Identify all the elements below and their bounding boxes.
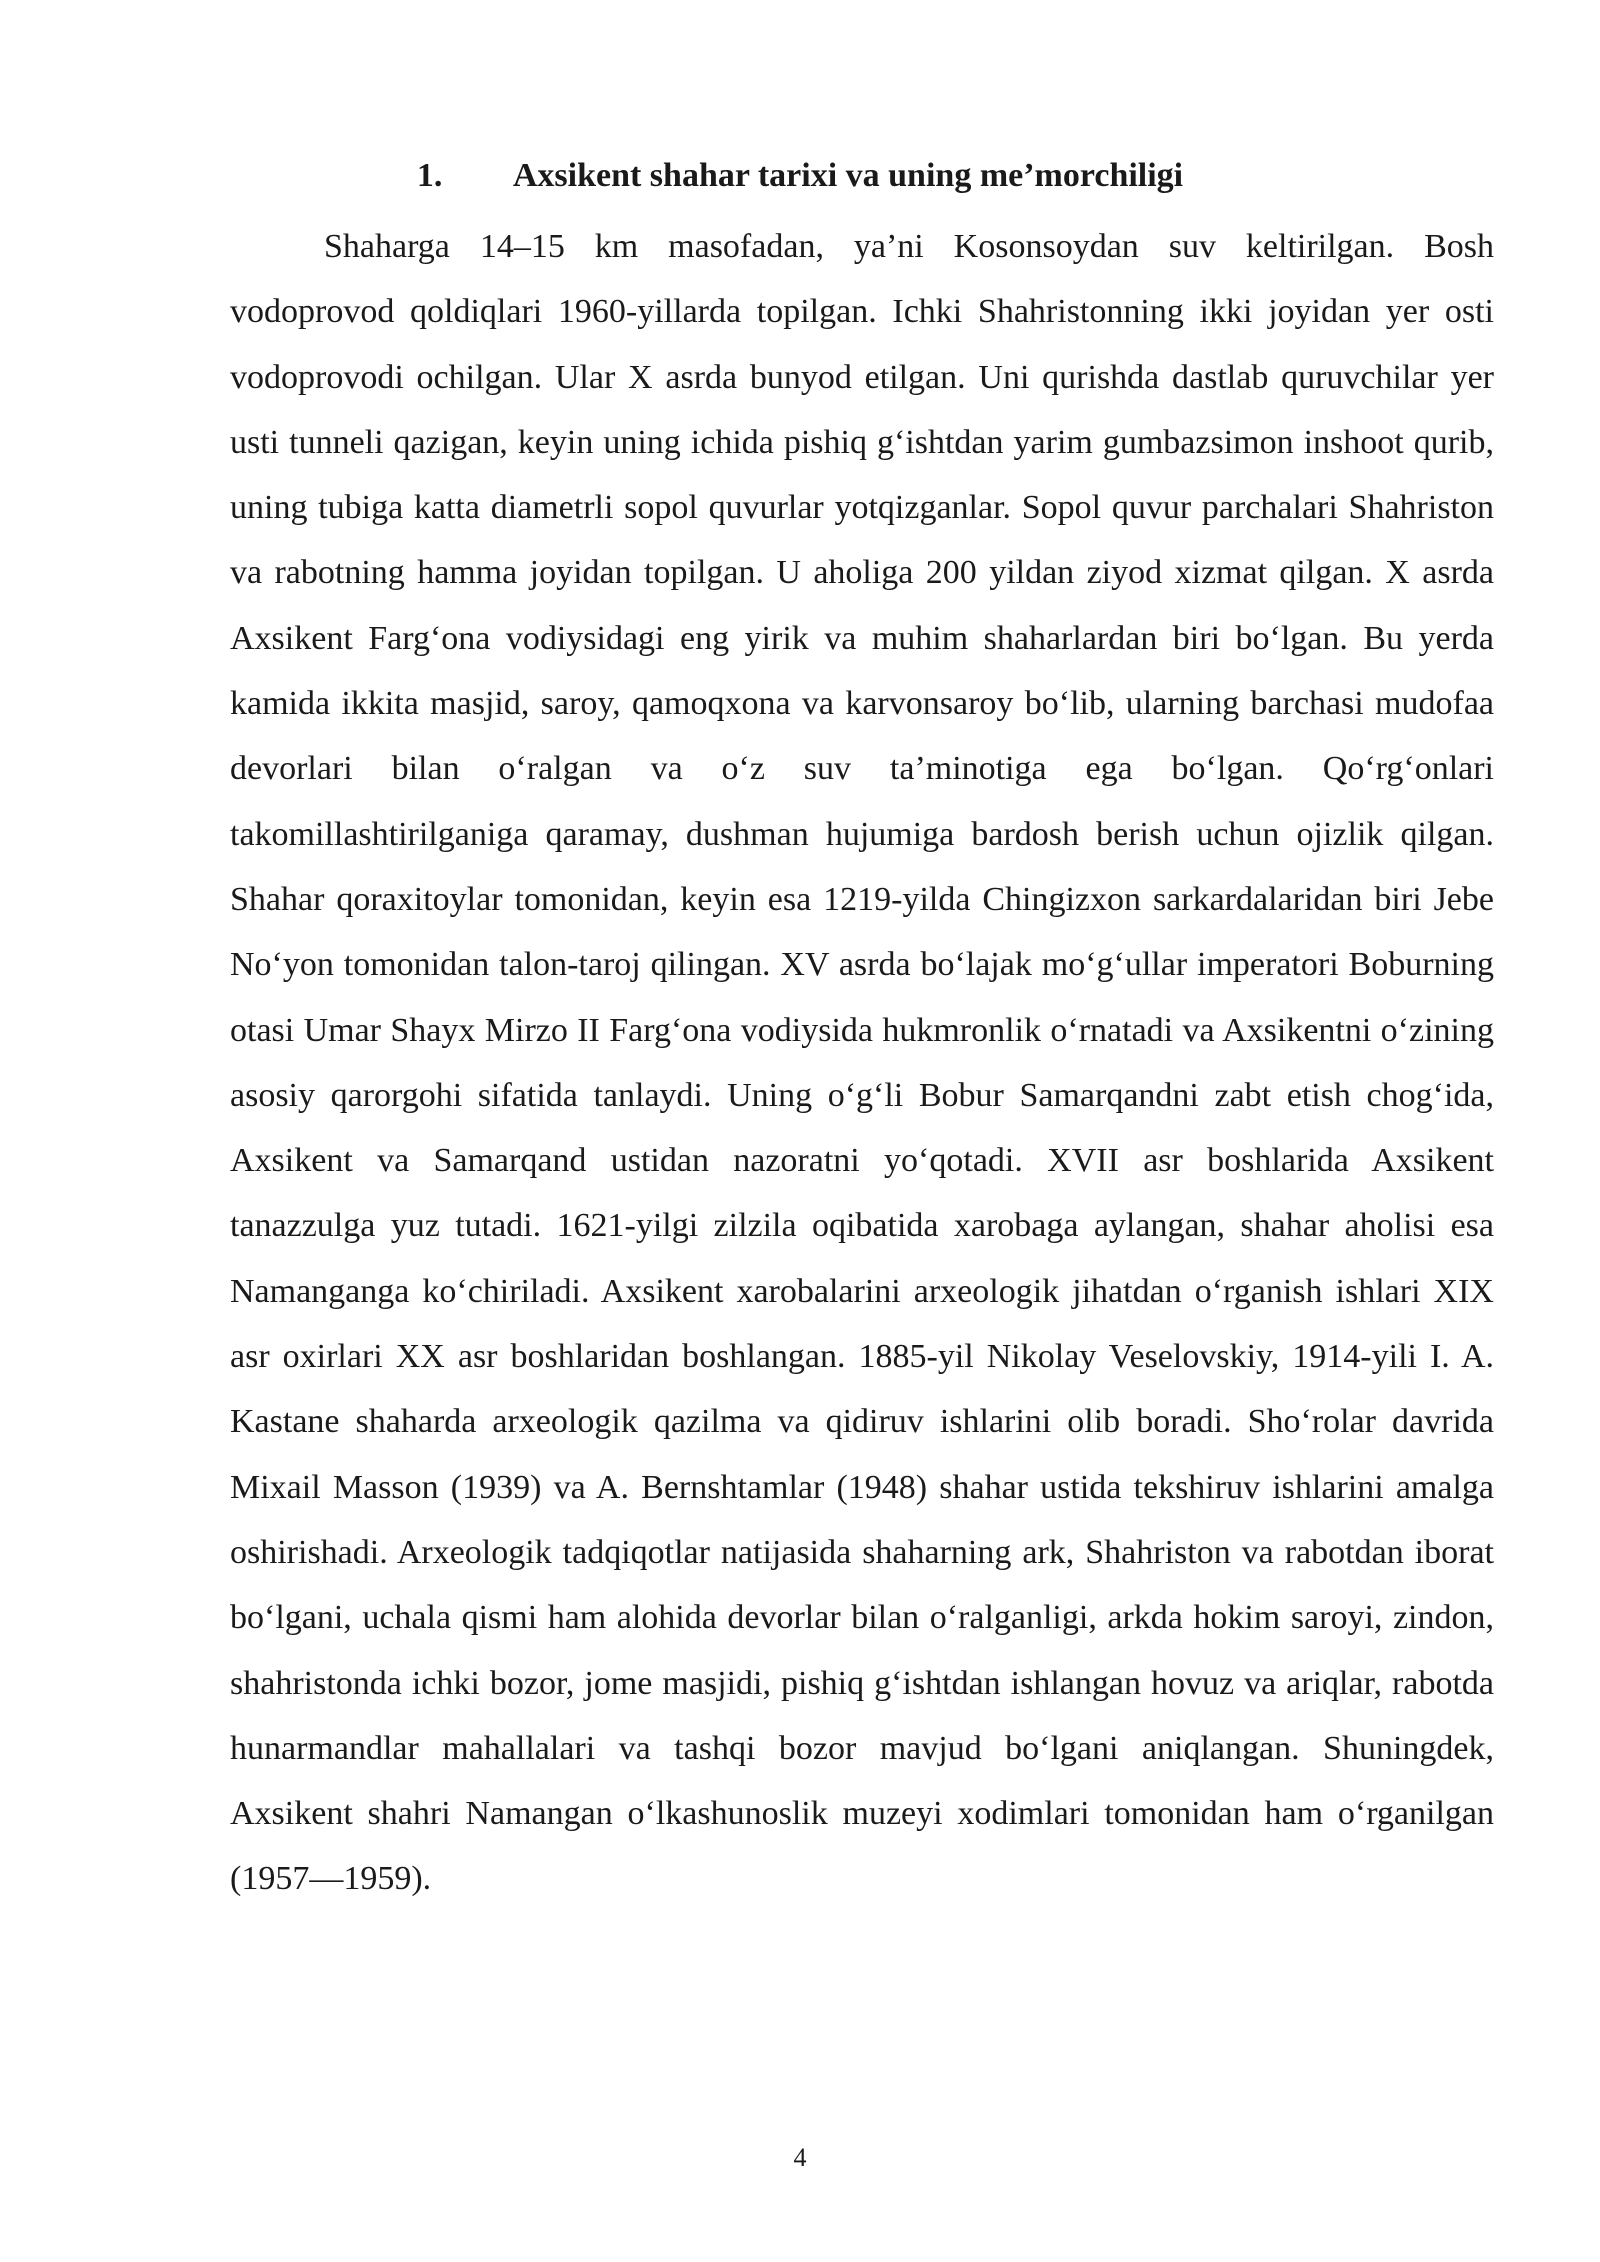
section-heading (0, 150, 1600, 202)
section-title: Axsikent shahar tarixi va uning me’morchiligi (512, 157, 1184, 194)
body-paragraph: Shaharga 14–15 km masofadan, ya’ni Kosonsoydan suv keltirilgan. Bosh vodoprovod qoldiqlari 1960-yillarda topilgan. Ichki Shahristonning ikki joyidan yer osti vodoprovodi ochilgan. Ular X asrda bunyod etilgan. Uni qurishda dastlab quruvchilar yer usti tunneli qazigan, keyin uning ichida pishiq g‘ishtdan yarim gumbazsimon inshoot qurib, uning tubiga katta diametrli sopol quvurlar yotqizganlar. Sopol quvur parchalari Shahriston va rabotning hamma joyidan topilgan. U aholiga 200 yildan ziyod xizmat qilgan. X asrda Axsikent Farg‘ona vodiysidagi eng yirik va muhim shaharlardan biri bo‘lgan. Bu yerda kamida ikkita masjid, saroy, qamoqxona va karvonsaroy bo‘lib, ularning barchasi mudofaa devorlari bilan o‘ralgan va o‘z suv ta’minotiga ega bo‘lgan. Qo‘rg‘onlari takomillashtirilganiga qaramay, dushman hujumiga bardosh berish uchun ojizlik qilgan. Shahar qoraxitoylar tomonidan, keyin esa 1219-yilda Chingizxon sarkardalaridan biri Jebe No‘yon tomonidan talon-taroj qilingan. XV asrda bo‘lajak mo‘g‘ullar imperatori Boburning otasi Umar Shayx Mirzo II Farg‘ona vodiysida hukmronlik o‘rnatadi va Axsikentni o‘zining asosiy qarorgohi sifatida tanlaydi. Uning o‘g‘li Bobur Samarqandni zabt etish chog‘ida, Axsikent va Samarqand ustidan nazoratni yo‘qotadi. XVII asr boshlarida Axsikent tanazzulga yuz tutadi. 1621-yilgi zilzila oqibatida xarobaga aylangan, shahar aholisi esa Namanganga ko‘chiriladi. Axsikent xarobalarini arxeologik jihatdan o‘rganish ishlari XIX asr oxirlari XX asr boshlaridan boshlangan. 1885-yil Nikolay Veselovskiy, 1914-yili I. A. Kastane shaharda arxeologik qazilma va qidiruv ishlarini olib boradi. Sho‘rolar davrida Mixail Masson (1939) va A. Bernshtamlar (1948) shahar ustida tekshiruv ishlarini amalga oshirishadi. Arxeologik tadqiqotlar natijasida shaharning ark, Shahriston va rabotdan iborat bo‘lgani, uchala qismi ham alohida devorlar bilan o‘ralganligi, arkda hokim saroyi, zindon, shahristonda ichki bozor, jome masjidi, pishiq g‘ishtdan ishlangan hovuz va ariqlar, rabotda hunarmandlar mahallalari va tashqi bozor mavjud bo‘lgani aniqlangan. Shuningdek, Axsikent shahri Namangan o‘lkashunoslik muzeyi xodimlari tomonidan ham o‘rganilgan (1957—1959). (230, 228, 1494, 1898)
section-number: 1. (416, 157, 443, 194)
page-number: 4 (793, 2143, 807, 2172)
